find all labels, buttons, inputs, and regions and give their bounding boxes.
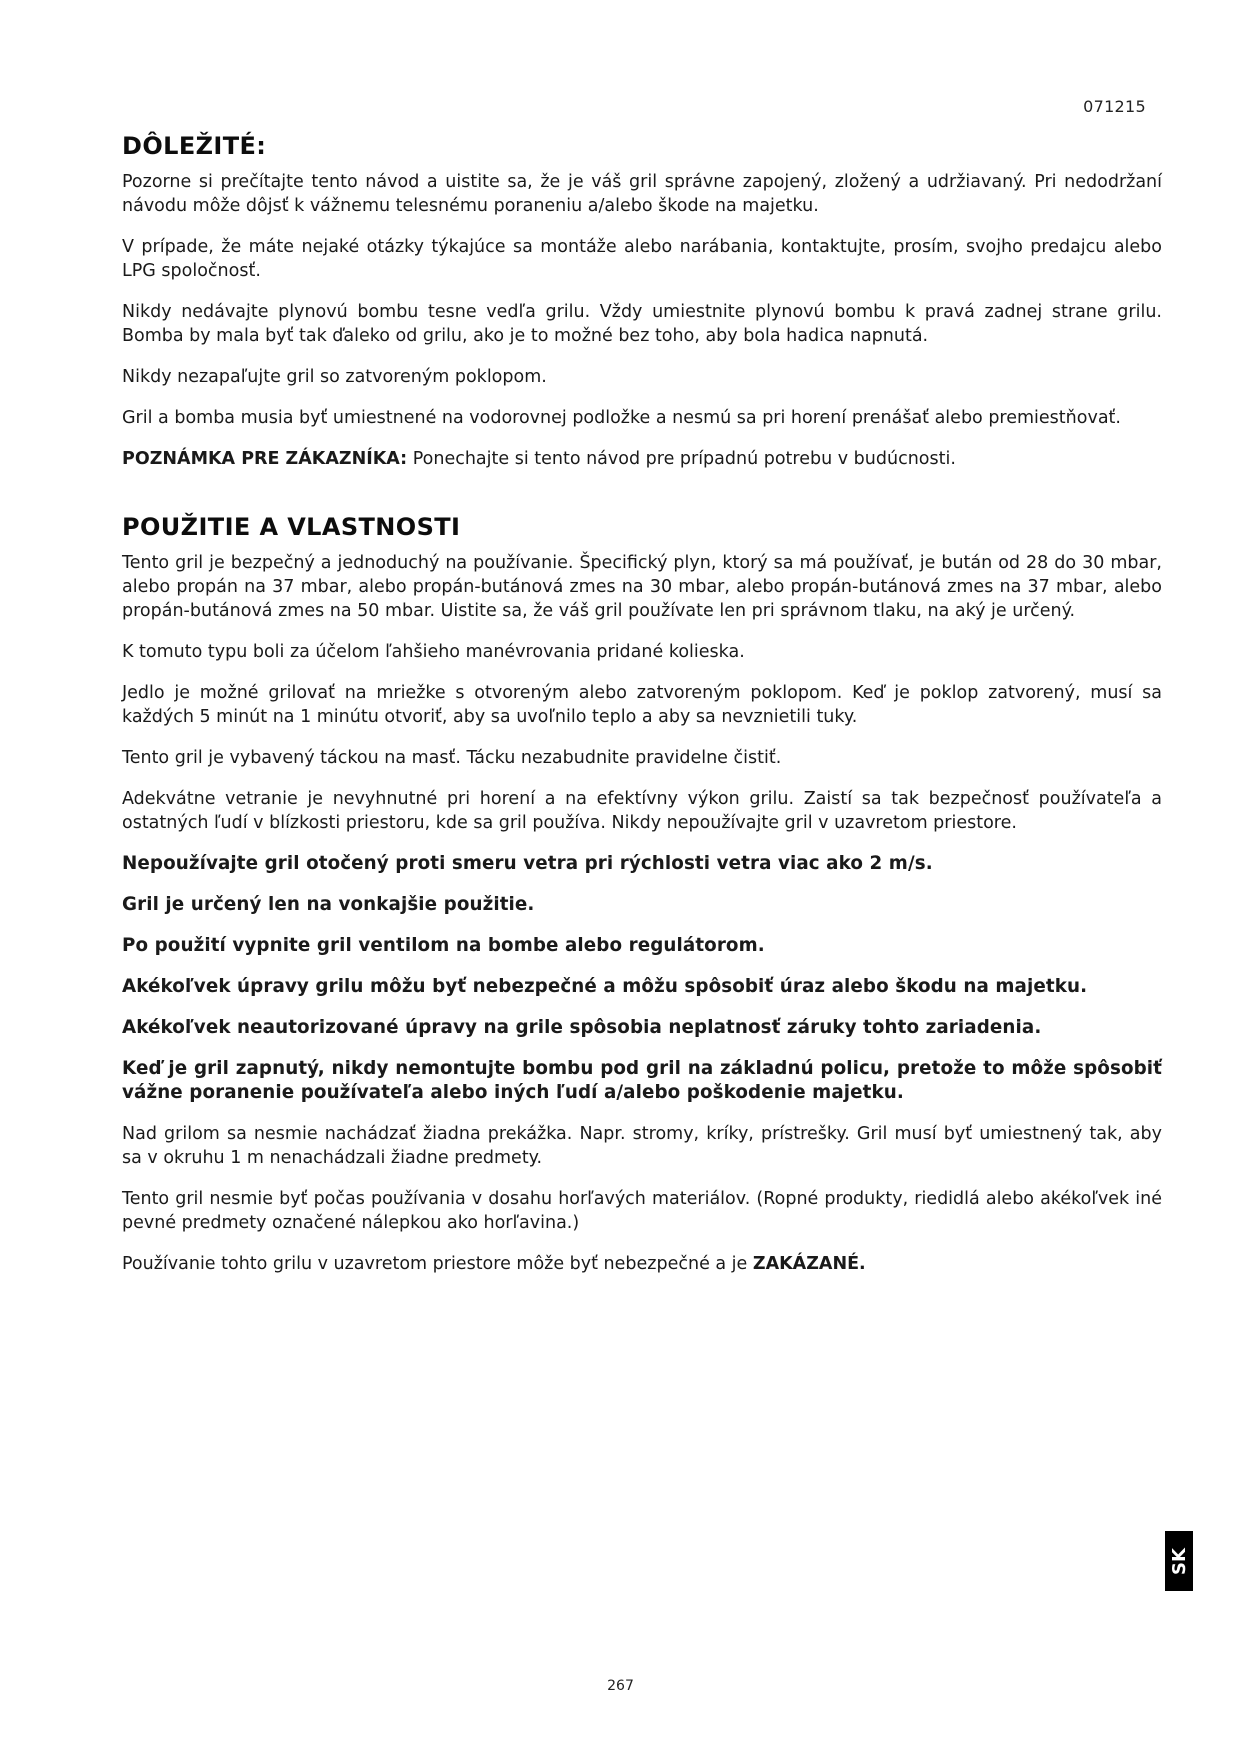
customer-note-text: Ponechajte si tento návod pre prípadnú potrebu v budúcnosti. [407,449,956,469]
enclosed-space-text: Používanie tohto grilu v uzavretom priestore môže byť nebezpečné a je [122,1254,753,1274]
customer-note-label: POZNÁMKA PRE ZÁKAZNÍKA: [122,449,408,469]
language-tab [1165,1531,1193,1591]
paragraph-usage-6: Nad grilom sa nesmie nachádzať žiadna prekážka. Napr. stromy, kríky, prístrešky. Gril musí byť umiestnený tak, aby sa v okruhu 1 m nenachádzali žiadne predmety. [122,1124,1162,1168]
paragraph-important-3: Nikdy nedávajte plynovú bombu tesne vedľa grilu. Vždy umiestnite plynovú bombu k pravá zadnej strane grilu. Bomba by mala byť tak ďaleko od grilu, ako je to možné bez toho, aby bola hadica napnutá. [122,302,1162,346]
paragraph-important-5: Gril a bomba musia byť umiestnené na vodorovnej podložke a nesmú sa pri horení prenášať alebo premiestňovať. [122,408,1121,428]
page-content [122,132,1162,1293]
paragraph-usage-8 [122,1252,1162,1276]
forbidden-label: ZAKÁZANÉ. [752,1254,866,1274]
language-tab-label: SK [1168,1547,1190,1575]
paragraph-usage-2: K tomuto typu boli za účelom ľahšieho manévrovania pridané kolieska. [122,642,745,662]
warning-outdoor: Gril je určený len na vonkajšie použitie. [122,894,535,915]
paragraph-important-4: Nikdy nezapaľujte gril so zatvoreným poklopom. [122,367,547,387]
paragraph-usage-4: Tento gril je vybavený táckou na masť. Tácku nezabudnite pravidelne čistiť. [122,748,782,768]
warning-valve: Po použití vypnite gril ventilom na bombe alebo regulátorom. [122,935,765,956]
document-code: 071215 [1083,97,1146,116]
heading-important: DÔLEŽITÉ: [122,132,267,160]
paragraph-usage-5: Adekvátne vetranie je nevyhnutné pri horení a na efektívny výkon grilu. Zaistí sa tak bezpečnosť používateľa a ostatných ľudí v blízkosti priestoru, kde sa gril používa. Nikdy nepoužívajte gril v uzavretom priestore. [122,789,1162,833]
heading-usage: POUŽITIE A VLASTNOSTI [122,513,461,541]
warning-cylinder: Keď je gril zapnutý, nikdy nemontujte bombu pod gril na základnú policu, pretože to môže spôsobiť vážne poranenie používateľa alebo iných ľudí a/alebo poškodenie majetku. [122,1058,1162,1103]
paragraph-important-1: Pozorne si prečítajte tento návod a uistite sa, že je váš gril správne zapojený, zložený a udržiavaný. Pri nedodržaní návodu môže dôjsť k vážnemu telesnému poraneniu a/alebo škode na majetku. [122,172,1162,216]
paragraph-usage-1: Tento gril je bezpečný a jednoduchý na používanie. Špecifický plyn, ktorý sa má používať, je bután od 28 do 30 mbar, alebo propán na 37 mbar, alebo propán-butánová zmes na 30 mbar, alebo propán-butánová zmes na 37 mbar, alebo propán-butánová zmes na 50 mbar. Uistite sa, že váš gril používate len pri správnom tlaku, na aký je určený. [122,553,1162,621]
warning-wind: Nepoužívajte gril otočený proti smeru vetra pri rýchlosti vetra viac ako 2 m/s. [122,853,933,874]
paragraph-important-2: V prípade, že máte nejaké otázky týkajúce sa montáže alebo narábania, kontaktujte, prosím, svojho predajcu alebo LPG spoločnosť. [122,237,1162,281]
warning-modifications: Akékoľvek úpravy grilu môžu byť nebezpečné a môžu spôsobiť úraz alebo škodu na majetku. [122,976,1088,997]
warning-warranty: Akékoľvek neautorizované úpravy na grile spôsobia neplatnosť záruky tohto zariadenia. [122,1017,1042,1038]
page-number: 267 [607,1678,634,1694]
paragraph-usage-7: Tento gril nesmie byť počas používania v dosahu horľavých materiálov. (Ropné produkty, riedidlá alebo akékoľvek iné pevné predmety označené nálepkou ako horľavina.) [122,1189,1162,1233]
paragraph-usage-3: Jedlo je možné grilovať na mriežke s otvoreným alebo zatvoreným poklopom. Keď je poklop zatvorený, musí sa každých 5 minút na 1 minútu otvoriť, aby sa uvoľnilo teplo a aby sa nevznietili tuky. [122,683,1162,727]
customer-note [122,447,1162,471]
